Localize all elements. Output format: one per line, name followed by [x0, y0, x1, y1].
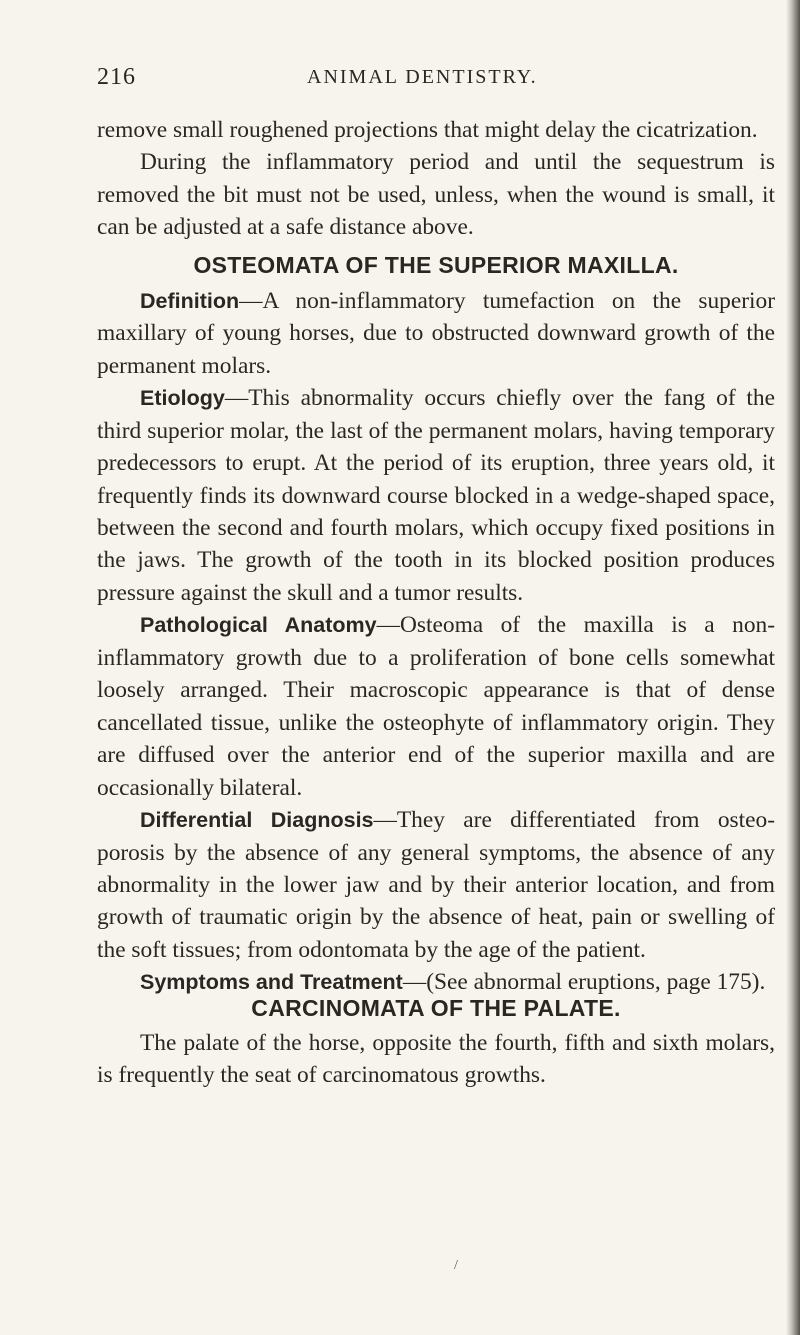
paragraph-inflammatory-period: During the inflammatory period and until the sequestrum is removed the bit must not be used, unless, when the wound is small, it can be adjusted at a safe distance above.: [97, 149, 775, 241]
running-title: ANIMAL DENTISTRY.: [307, 66, 538, 88]
paragraph-differential-diagnosis: [97, 804, 775, 966]
run-head-etiology: Etiology: [140, 386, 225, 411]
definition-text: —A non-inflammatory tumefaction on the superior maxillary of young horses, due to obstructed downward growth of the permanent molars.: [97, 287, 775, 379]
page-number: 216: [97, 64, 136, 90]
paragraph-definition: [97, 285, 775, 382]
body-text: [97, 114, 775, 1092]
pathological-anatomy-text: —Osteoma of the maxilla is a non-inflammatory growth due to a proliferation of bone cells somewhat loosely arranged. Their macroscopic appearance is that of dense cancellated tissue, unlike the osteophyte of inflammatory origin. They are diffused over the anterior end of the superior maxilla and are occasionally bilateral.: [97, 612, 775, 801]
section-heading-carcinomata: CARCINOMATA OF THE PALATE.: [251, 994, 621, 1021]
print-speck: /: [454, 1258, 458, 1273]
run-head-definition: Definition: [140, 288, 240, 313]
symptoms-treatment-text: —(See abnormal eruptions, page 175).: [402, 969, 766, 996]
run-head-differential-diagnosis: Differential Diagnosis: [140, 808, 374, 833]
run-head-pathological-anatomy: Pathological Anatomy: [140, 613, 377, 638]
differential-diagnosis-text: —They are differentiated from osteo-porosis by the absence of any general symptoms, the absence of any abnormality in the lower jaw and by their anterior location, and from growth of traumatic origin by the absence of heat, pain or swelling of the soft tissues; from odontomata by the age of the patient.: [97, 807, 775, 963]
run-head-symptoms-treatment: Symptoms and Treatment: [140, 970, 403, 995]
paragraph-pathological-anatomy: [97, 609, 775, 804]
etiology-text: —This abnormality occurs chiefly over the fang of the third superior molar, the last of the permanent molars, having temporary predecessors to erupt. At the period of its eruption, three years old, it frequently finds its downward course blocked in a wedge-shaped space, between the second and fourth molars, which occupy fixed positions in the jaws. The growth of the tooth in its blocked position produces pressure against the skull and a tumor results.: [97, 385, 775, 606]
paragraph-etiology: [97, 382, 775, 609]
paragraph-carcinomata: The palate of the horse, opposite the fourth, fifth and sixth molars, is frequently the seat of carcinomatous growths.: [97, 1029, 775, 1089]
paragraph-continuation: remove small roughened projections that might delay the cicatrization.: [97, 117, 758, 143]
section-heading-osteomata: OSTEOMATA OF THE SUPERIOR MAXILLA.: [193, 251, 679, 278]
page-header: [97, 64, 777, 100]
page-edge-shadow: [786, 0, 800, 1335]
